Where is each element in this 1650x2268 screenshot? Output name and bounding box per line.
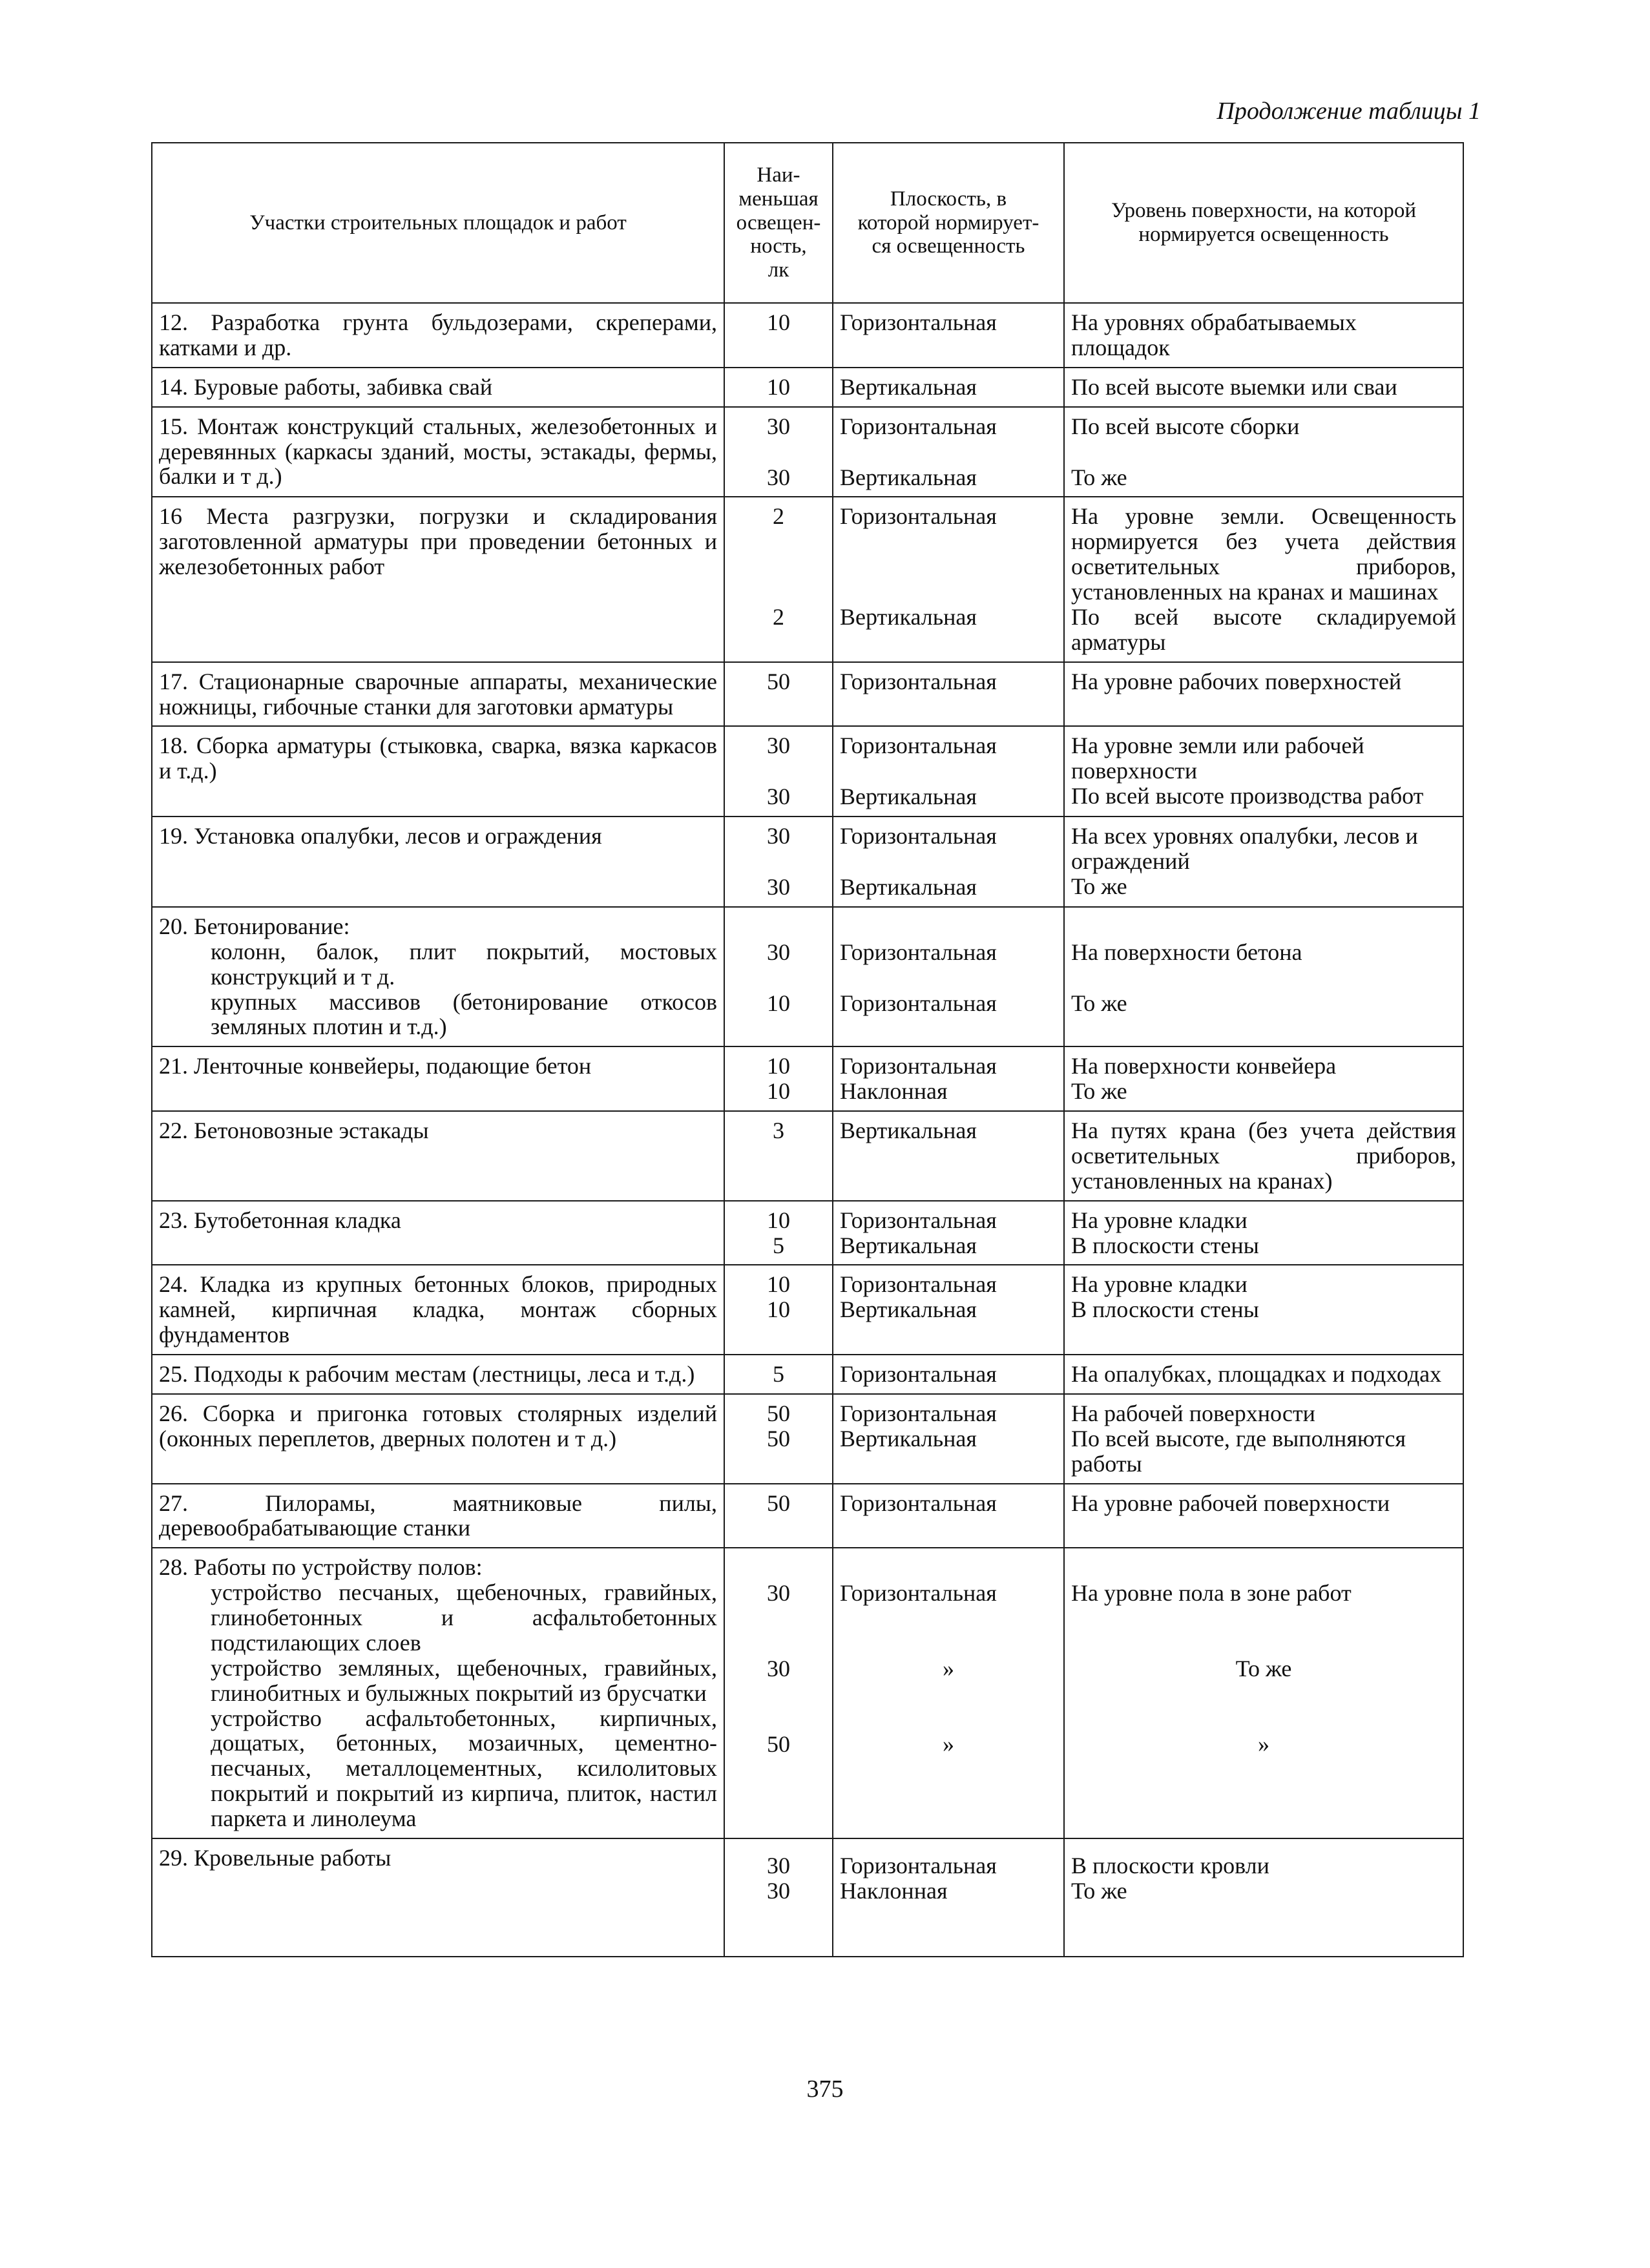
table-row (152, 817, 1463, 907)
plane-value: Вертикальная (840, 604, 977, 630)
table-header-row (152, 143, 1463, 303)
header-area: Участки строительных площадок и работ (152, 143, 724, 303)
row-lux: 10 (724, 368, 833, 407)
row-area-subitem: колонн, балок, плит покрытий, мостовых конструкций и т д. (211, 938, 717, 990)
table-continuation-caption: Продолжение таблицы 1 (1217, 98, 1481, 125)
lux-value: 10 (767, 1207, 790, 1233)
lux-value: 30 (767, 1852, 790, 1878)
plane-value: Вертикальная (840, 1425, 977, 1451)
row-level: На опалубках, площадках и подходах (1064, 1355, 1463, 1394)
lux-value: 30 (767, 464, 790, 490)
row-level: На уровне рабочих поверхностей (1064, 662, 1463, 727)
row-lux (724, 1394, 833, 1484)
row-lux (724, 1548, 833, 1838)
row-lux (724, 726, 833, 817)
level-value: На уровне кладки (1071, 1271, 1248, 1298)
plane-value: Горизонтальная (840, 823, 997, 849)
lux-value: 10 (767, 990, 790, 1016)
table-row (152, 907, 1463, 1046)
header-lux: Наи- меньшая освещен- ность, лк (724, 143, 833, 303)
row-area-title: 20. Бетонирование: (159, 913, 350, 939)
row-level (1064, 1201, 1463, 1265)
level-value: В плоскости кровли (1071, 1852, 1269, 1878)
level-value: По всей высоте, где выполняются работы (1071, 1425, 1406, 1477)
row-area-subitem: устройство асфальтобетонных, кирпичных, дощатых, бетонных, мозаичных, цементно-песчаных, металлоцементных, ксилолитовых покрытий и покрытий из кирпича, плиток, настил паркета и линолеума (211, 1705, 717, 1831)
row-plane: Вертикальная (833, 1111, 1064, 1201)
lux-value: 10 (767, 1078, 790, 1105)
table-row (152, 1484, 1463, 1548)
row-area: 25. Подходы к рабочим местам (лестницы, леса и т.д.) (152, 1355, 724, 1394)
row-plane: Горизонтальная (833, 1484, 1064, 1548)
row-plane (833, 497, 1064, 661)
plane-value: Горизонтальная (840, 990, 997, 1016)
row-area: 14. Буровые работы, забивка свай (152, 368, 724, 407)
row-plane (833, 1548, 1064, 1838)
level-value: То же (1071, 1078, 1127, 1105)
row-area-subitem: крупных массивов (бетонирование откосов земляных плотин и т.д.) (211, 988, 717, 1040)
row-area: 27. Пилорамы, маятниковые пилы, деревообрабатывающие станки (152, 1484, 724, 1548)
row-level (1064, 1838, 1463, 1957)
row-plane (833, 407, 1064, 497)
plane-value: Вертикальная (840, 784, 977, 810)
illumination-norms-table (151, 142, 1464, 1957)
row-lux (724, 407, 833, 497)
row-plane (833, 1265, 1064, 1355)
lux-value: 2 (773, 604, 784, 630)
lux-value: 30 (767, 733, 790, 759)
plane-value: Горизонтальная (840, 1852, 997, 1878)
level-value: То же (1071, 990, 1127, 1016)
lux-value: 50 (767, 1425, 790, 1451)
row-area: 21. Ленточные конвейеры, подающие бетон (152, 1046, 724, 1111)
lux-value: 50 (767, 1731, 790, 1757)
plane-value: Горизонтальная (840, 1271, 997, 1298)
table-row (152, 1201, 1463, 1265)
level-value: На уровне пола в зоне работ (1071, 1580, 1352, 1607)
row-plane (833, 1201, 1064, 1265)
plane-value: Наклонная (840, 1078, 948, 1105)
row-area-subitem: устройство песчаных, щебеночных, гравийных, глинобетонных и асфальтобетонных подстилающих слоев (211, 1579, 717, 1656)
row-plane (833, 1838, 1064, 1957)
row-level (1064, 817, 1463, 907)
row-area: 16 Места разгрузки, погрузки и складирования заготовленной арматуры при проведении бетонных и железобетонных работ (152, 497, 724, 661)
lux-value: 30 (767, 784, 790, 810)
lux-value: 30 (767, 874, 790, 900)
plane-value: Горизонтальная (840, 503, 997, 530)
lux-value: 30 (767, 413, 790, 439)
row-lux: 5 (724, 1355, 833, 1394)
table-row (152, 1111, 1463, 1201)
level-value: На всех уровнях опалубки, лесов и ограждений (1071, 823, 1418, 874)
row-plane: Горизонтальная (833, 303, 1064, 368)
lux-value: 5 (773, 1232, 784, 1258)
row-area: 12. Разработка грунта бульдозерами, скреперами, катками и др. (152, 303, 724, 368)
lux-value: 10 (767, 1053, 790, 1079)
lux-value: 10 (767, 1296, 790, 1323)
row-level (1064, 1394, 1463, 1484)
lux-value: 50 (767, 1400, 790, 1426)
table-row (152, 1355, 1463, 1394)
row-area: 23. Бутобетонная кладка (152, 1201, 724, 1265)
table-row (152, 407, 1463, 497)
row-level: На уровне рабочей поверхности (1064, 1484, 1463, 1548)
lux-value: 30 (767, 1656, 790, 1682)
level-value: То же (1071, 1877, 1127, 1904)
header-level: Уровень поверхности, на которой нормируется освещенность (1064, 143, 1463, 303)
lux-value: 30 (767, 823, 790, 849)
level-value: То же (1071, 464, 1127, 490)
row-level: По всей высоте выемки или сваи (1064, 368, 1463, 407)
row-level (1064, 726, 1463, 817)
table-row (152, 1265, 1463, 1355)
row-level: На путях крана (без учета действия осветительных приборов, установленных на кранах) (1064, 1111, 1463, 1201)
row-lux: 50 (724, 662, 833, 727)
row-lux (724, 907, 833, 1046)
row-plane: Горизонтальная (833, 662, 1064, 727)
row-area: 17. Стационарные сварочные аппараты, механические ножницы, гибочные станки для заготовки арматуры (152, 662, 724, 727)
level-value: На поверхности конвейера (1071, 1053, 1337, 1079)
plane-value: Горизонтальная (840, 1580, 997, 1607)
table-row (152, 662, 1463, 727)
lux-value: 30 (767, 939, 790, 965)
plane-value: Вертикальная (840, 874, 977, 900)
plane-value: Наклонная (840, 1877, 948, 1904)
table-row (152, 368, 1463, 407)
row-plane (833, 1394, 1064, 1484)
row-area: 29. Кровельные работы (152, 1838, 724, 1957)
header-plane: Плоскость, в которой нормирует- ся освещенность (833, 143, 1064, 303)
plane-value: Горизонтальная (840, 413, 997, 439)
row-plane (833, 1046, 1064, 1111)
level-value: » (1258, 1731, 1269, 1757)
level-value: В плоскости стены (1071, 1232, 1259, 1258)
row-area: 22. Бетоновозные эстакады (152, 1111, 724, 1201)
row-lux (724, 1201, 833, 1265)
row-lux: 50 (724, 1484, 833, 1548)
plane-value: Горизонтальная (840, 1400, 997, 1426)
table-row (152, 1394, 1463, 1484)
row-level (1064, 1046, 1463, 1111)
row-lux (724, 1265, 833, 1355)
level-value: То же (1235, 1656, 1292, 1682)
row-area: 15. Монтаж конструкций стальных, железобетонных и деревянных (каркасы зданий, мосты, эстакады, фермы, балки и т д.) (152, 407, 724, 497)
row-lux: 10 (724, 303, 833, 368)
plane-value: Горизонтальная (840, 733, 997, 759)
plane-value: » (943, 1656, 954, 1682)
level-value: На рабочей поверхности (1071, 1400, 1315, 1426)
level-value: На поверхности бетона (1071, 939, 1302, 965)
row-area: 24. Кладка из крупных бетонных блоков, природных камней, кирпичная кладка, монтаж сборных фундаментов (152, 1265, 724, 1355)
row-lux (724, 1046, 833, 1111)
level-value: По всей высоте складируемой арматуры (1071, 603, 1456, 655)
row-plane (833, 726, 1064, 817)
table-row (152, 726, 1463, 817)
level-value: В плоскости стены (1071, 1296, 1259, 1323)
page-number: 375 (806, 2076, 844, 2103)
row-plane: Вертикальная (833, 368, 1064, 407)
table-row (152, 1046, 1463, 1111)
row-lux (724, 817, 833, 907)
level-value: По всей высоте производства работ (1071, 783, 1424, 809)
table-row (152, 1548, 1463, 1838)
row-lux: 3 (724, 1111, 833, 1201)
row-level (1064, 497, 1463, 661)
row-area: 18. Сборка арматуры (стыковка, сварка, вязка каркасов и т.д.) (152, 726, 724, 817)
table-row (152, 1838, 1463, 1957)
row-area: 26. Сборка и пригонка готовых столярных изделий (оконных переплетов, дверных полотен и т д.) (152, 1394, 724, 1484)
row-level (1064, 1265, 1463, 1355)
level-value: По всей высоте сборки (1071, 413, 1300, 439)
row-lux (724, 497, 833, 661)
row-area (152, 1548, 724, 1838)
row-plane (833, 907, 1064, 1046)
plane-value: Вертикальная (840, 1232, 977, 1258)
row-lux (724, 1838, 833, 1957)
row-level: На уровнях обрабатываемых площадок (1064, 303, 1463, 368)
plane-value: Вертикальная (840, 464, 977, 490)
row-plane: Горизонтальная (833, 1355, 1064, 1394)
plane-value: Горизонтальная (840, 939, 997, 965)
level-value: На уровне кладки (1071, 1207, 1248, 1233)
lux-value: 30 (767, 1877, 790, 1904)
table-row (152, 303, 1463, 368)
row-area (152, 907, 724, 1046)
level-value: То же (1071, 873, 1127, 899)
table-row (152, 497, 1463, 661)
row-level (1064, 407, 1463, 497)
row-level (1064, 1548, 1463, 1838)
plane-value: Горизонтальная (840, 1053, 997, 1079)
lux-value: 2 (773, 503, 784, 530)
level-value: На уровне земли. Освещенность нормируется без учета действия осветительных приборов, установленных на кранах и машинах (1071, 503, 1456, 605)
row-area: 19. Установка опалубки, лесов и ограждения (152, 817, 724, 907)
plane-value: Вертикальная (840, 1296, 977, 1323)
row-level (1064, 907, 1463, 1046)
row-area-title: 28. Работы по устройству полов: (159, 1554, 483, 1581)
lux-value: 10 (767, 1271, 790, 1298)
row-area-subitem: устройство земляных, щебеночных, гравийных, глинобитных и булыжных покрытий из брусчатки (211, 1654, 717, 1706)
lux-value: 30 (767, 1580, 790, 1607)
level-value: На уровне земли или рабочей поверхности (1071, 733, 1364, 784)
row-plane (833, 817, 1064, 907)
plane-value: Горизонтальная (840, 1207, 997, 1233)
plane-value: » (943, 1731, 954, 1757)
